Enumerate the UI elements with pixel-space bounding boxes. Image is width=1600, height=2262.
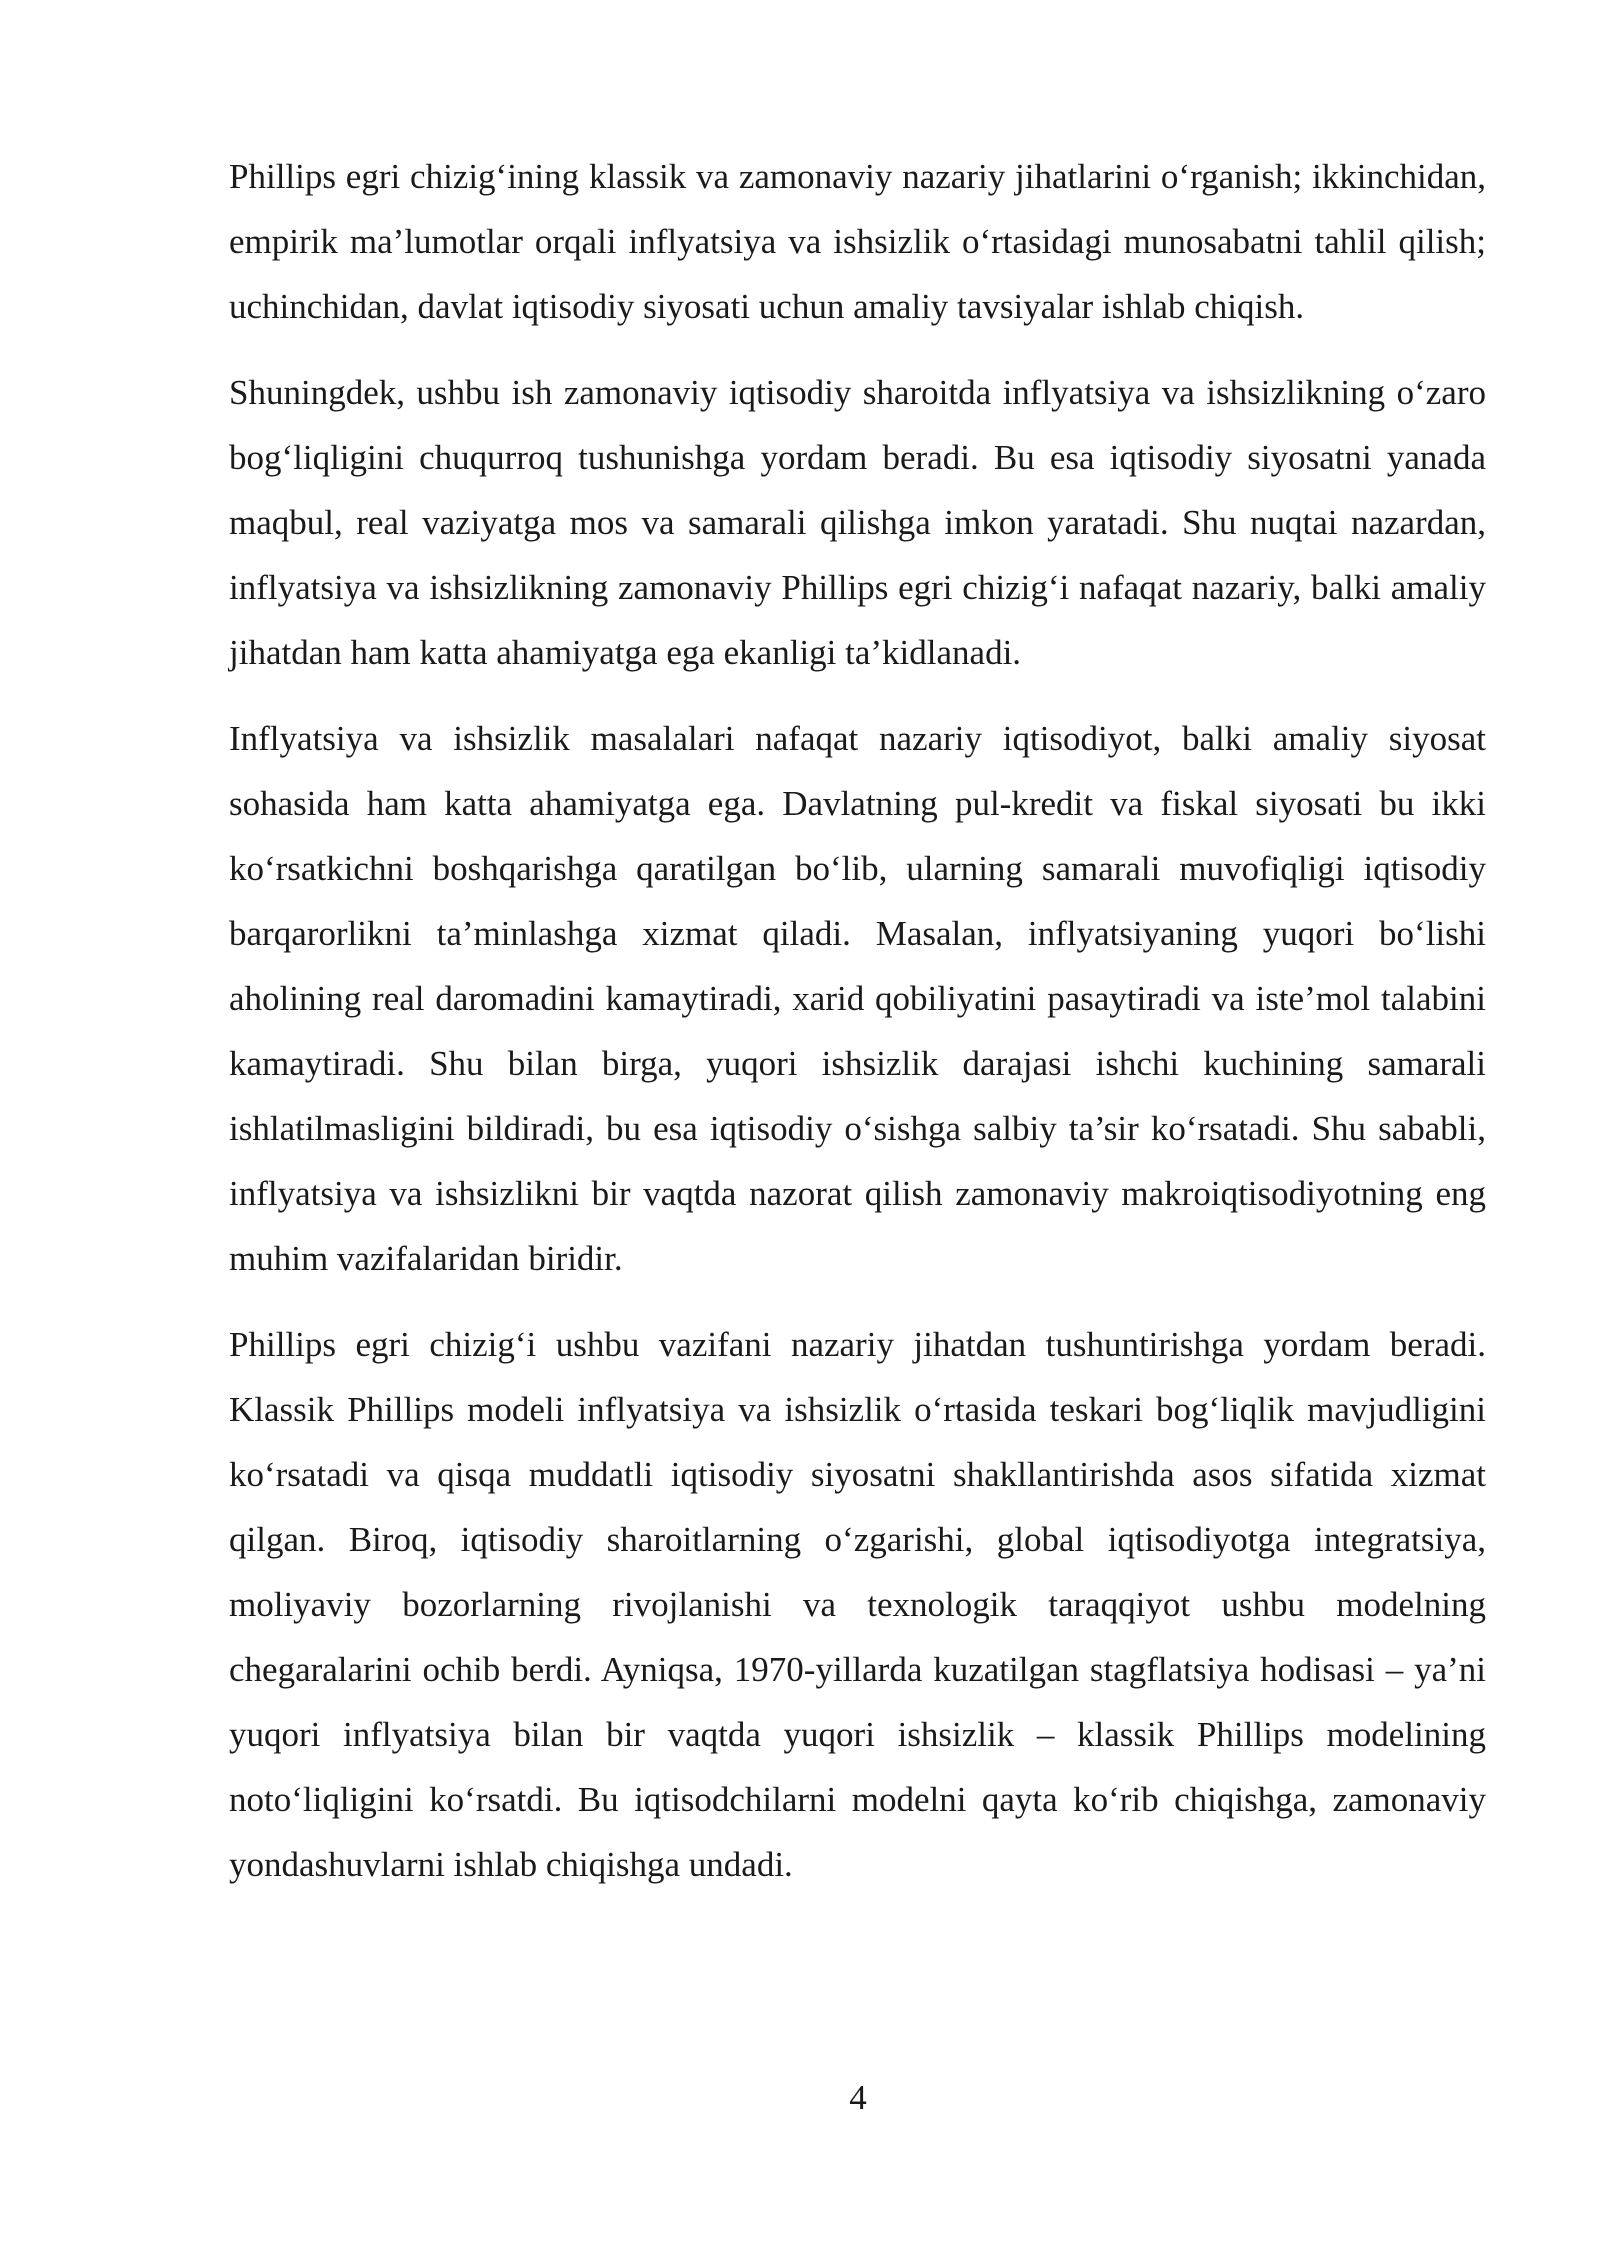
paragraph-4: Phillips egri chizig‘i ushbu vazifani nazariy jihatdan tushuntirishga yordam beradi. Klassik Phillips modeli inflyatsiya va ishsizlik o‘rtasida teskari bog‘liqlik mavjudligini ko‘rsatadi va qisqa muddatli iqtisodiy siyosatni shakllantirishda asos sifatida xizmat qilgan. Biroq, iqtisodiy sharoitlarning o‘zgarishi, global iqtisodiyotga integratsiya, moliyaviy bozorlarning rivojlanishi va texnologik taraqqiyot ushbu modelning chegaralarini ochib berdi. Ayniqsa, 1970-yillarda kuzatilgan stagflatsiya hodisasi – ya’ni yuqori inflyatsiya bilan bir vaqtda yuqori ishsizlik – klassik Phillips modelining noto‘liqligini ko‘rsatdi. Bu iqtisodchilarni modelni qayta ko‘rib chiqishga, zamonaviy yondashuvlarni ishlab chiqishga undadi. — [229, 1325, 1486, 1884]
paragraph-2: Shuningdek, ushbu ish zamonaviy iqtisodiy sharoitda inflyatsiya va ishsizlikning o‘zaro bog‘liqligini chuqurroq tushunishga yordam beradi. Bu esa iqtisodiy siyosatni yanada maqbul, real vaziyatga mos va samarali qilishga imkon yaratadi. Shu nuqtai nazardan, inflyatsiya va ishsizlikning zamonaviy Phillips egri chizig‘i nafaqat nazariy, balki amaliy jihatdan ham katta ahamiyatga ega ekanligi ta’kidlanadi. — [229, 373, 1486, 672]
paragraph-1: Phillips egri chizig‘ining klassik va zamonaviy nazariy jihatlarini o‘rganish; ikkinchidan, empirik ma’lumotlar orqali inflyatsiya va ishsizlik o‘rtasidagi munosabatni tahlil qilish; uchinchidan, davlat iqtisodiy siyosati uchun amaliy tavsiyalar ishlab chiqish. — [229, 157, 1486, 326]
page-number: 4 — [849, 2078, 867, 2117]
body-text — [229, 144, 1486, 1918]
paragraph-3: Inflyatsiya va ishsizlik masalalari nafaqat nazariy iqtisodiyot, balki amaliy siyosat sohasida ham katta ahamiyatga ega. Davlatning pul-kredit va fiskal siyosati bu ikki ko‘rsatkichni boshqarishga qaratilgan bo‘lib, ularning samarali muvofiqligi iqtisodiy barqarorlikni ta’minlashga xizmat qiladi. Masalan, inflyatsiyaning yuqori bo‘lishi aholining real daromadini kamaytiradi, xarid qobiliyatini pasaytiradi va iste’mol talabini kamaytiradi. Shu bilan birga, yuqori ishsizlik darajasi ishchi kuchining samarali ishlatilmasligini bildiradi, bu esa iqtisodiy o‘sishga salbiy ta’sir ko‘rsatadi. Shu sababli, inflyatsiya va ishsizlikni bir vaqtda nazorat qilish zamonaviy makroiqtisodiyotning eng muhim vazifalaridan biridir. — [229, 719, 1486, 1278]
